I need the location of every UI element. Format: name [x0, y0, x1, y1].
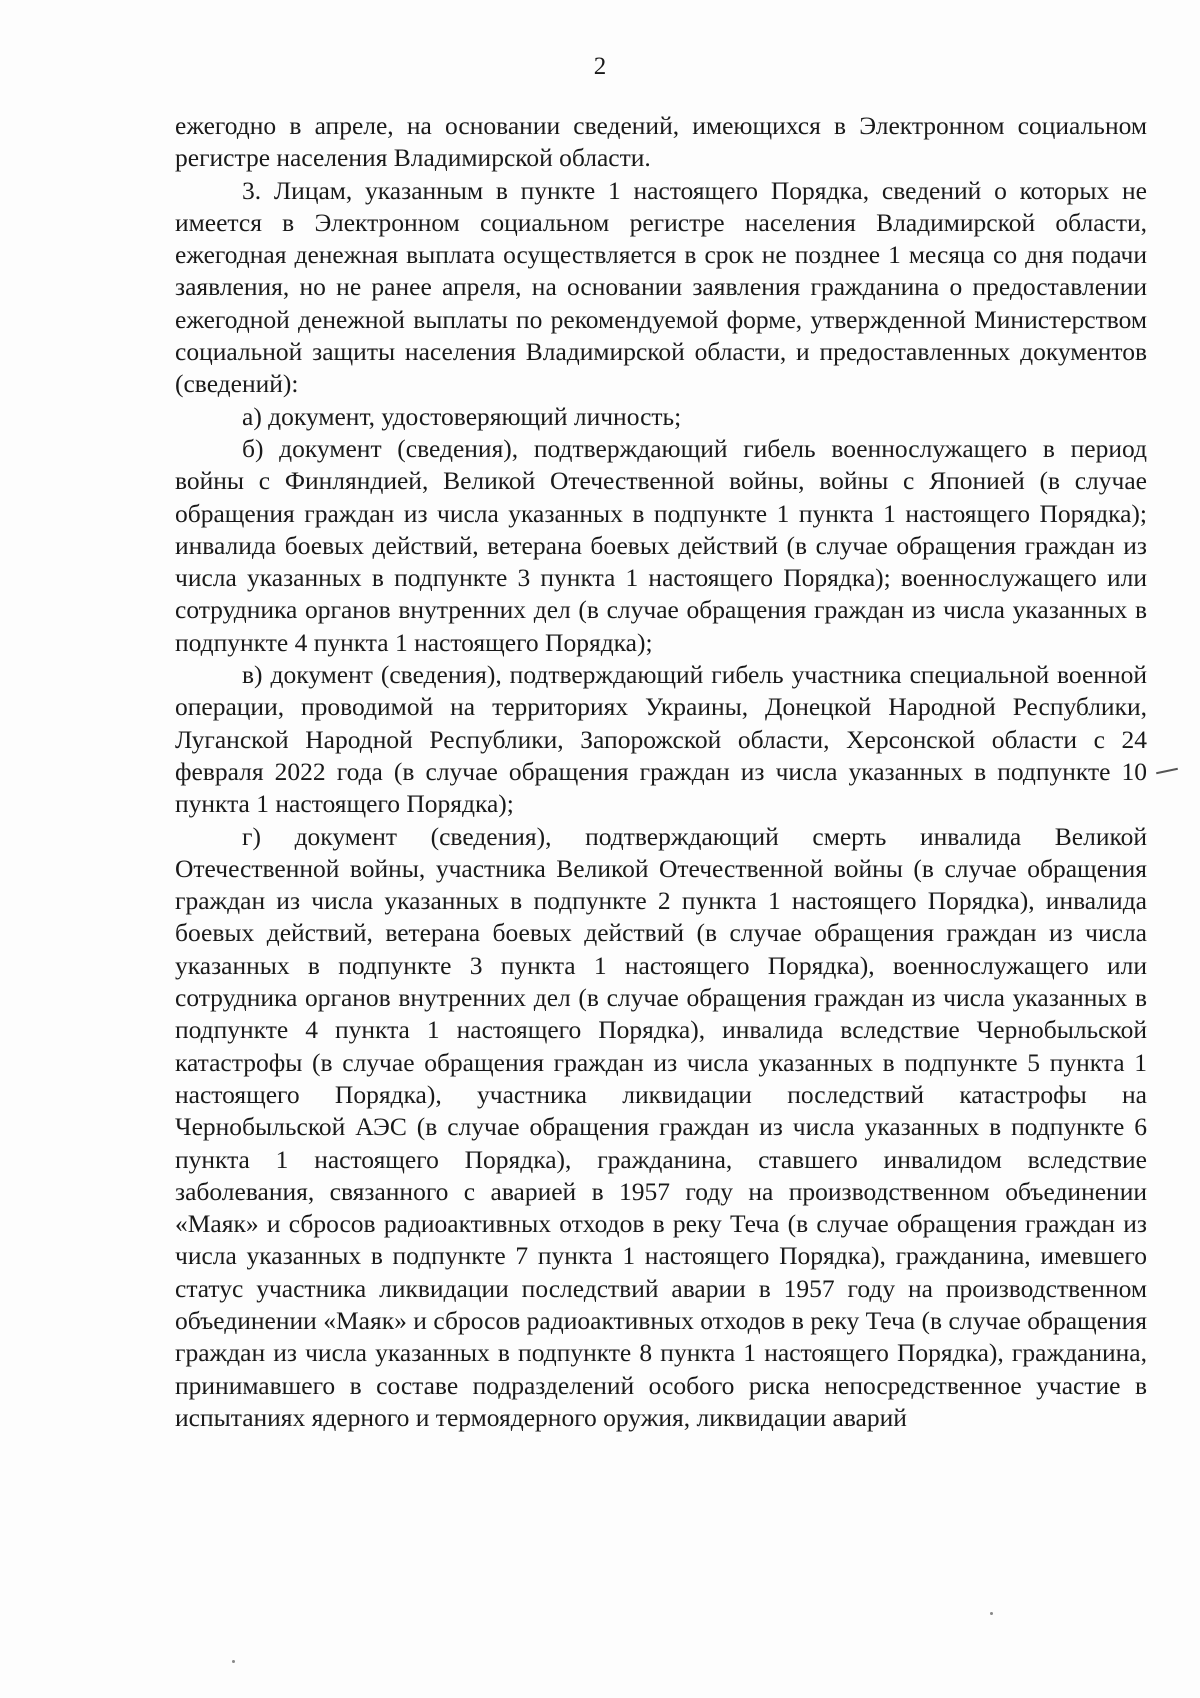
scan-dust-dot — [232, 1660, 235, 1663]
paragraph-point-3: 3. Лицам, указанным в пункте 1 настоящего Порядка, сведений о которых не имеется в Электронном социальном регистре населения Владимирской области, ежегодная денежная выплата осуществляется в срок не позднее 1 месяца со дня подачи заявления, но не ранее апреля, на основании заявления гражданина о предоставлении ежегодной денежной выплаты по рекомендуемой форме, утвержденной Министерством социальной защиты населения Владимирской области, и предоставленных документов (сведений): — [175, 175, 1147, 399]
paragraph-subpoint-b: б) документ (сведения), подтверждающий гибель военнослужащего в период войны с Финляндией, Великой Отечественной войны, войны с Японией (в случае обращения граждан из числа указанных в подпункте 1 пункта 1 настоящего Порядка); инвалида боевых действий, ветерана боевых действий (в случае обращения граждан из числа указанных в подпункте 3 пункта 1 настоящего Порядка); военнослужащего или сотрудника органов внутренних дел (в случае обращения граждан из числа указанных в подпункте 4 пункта 1 настоящего Порядка); — [175, 433, 1147, 657]
page-number: 2 — [593, 53, 607, 80]
document-body — [175, 110, 1147, 1434]
scan-dust-dot — [990, 1612, 993, 1615]
scan-pen-mark — [1156, 768, 1178, 775]
paragraph-subpoint-v: в) документ (сведения), подтверждающий гибель участника специальной военной операции, проводимой на территориях Украины, Донецкой Народной Республики, Луганской Народной Республики, Запорожской области, Херсонской области с 24 февраля 2022 года (в случае обращения граждан из числа указанных в подпункте 10 пункта 1 настоящего Порядка); — [175, 660, 1147, 819]
paragraph-continuation: ежегодно в апреле, на основании сведений, имеющихся в Электронном социальном регистре населения Владимирской области. — [175, 111, 1147, 173]
paragraph-subpoint-a: а) документ, удостоверяющий личность; — [242, 401, 682, 431]
paragraph-subpoint-g: г) документ (сведения), подтверждающий смерть инвалида Великой Отечественной войны, участника Великой Отечественной войны (в случае обращения граждан из числа указанных в подпункте 2 пункта 1 настоящего Порядка), инвалида боевых действий, ветерана боевых действий (в случае обращения граждан из числа указанных в подпункте 3 пункта 1 настоящего Порядка), военнослужащего или сотрудника органов внутренних дел (в случае обращения граждан из числа указанных в подпункте 4 пункта 1 настоящего Порядка), инвалида вследствие Чернобыльской катастрофы (в случае обращения граждан из числа указанных в подпункте 5 пункта 1 настоящего Порядка), участника ликвидации последствий катастрофы на Чернобыльской АЭС (в случае обращения граждан из числа указанных в подпункте 6 пункта 1 настоящего Порядка), гражданина, ставшего инвалидом вследствие заболевания, связанного с аварией в 1957 году на производственном объединении «Маяк» и сбросов радиоактивных отходов в реку Теча (в случае обращения граждан из числа указанных в подпункте 7 пункта 1 настоящего Порядка), гражданина, имевшего статус участника ликвидации последствий аварии в 1957 году на производственном объединении «Маяк» и сбросов радиоактивных отходов в реку Теча (в случае обращения граждан из числа указанных в подпункте 8 пункта 1 настоящего Порядка), гражданина, принимавшего в составе подразделений особого риска непосредственное участие в испытаниях ядерного и термоядерного оружия, ликвидации аварий — [175, 821, 1147, 1432]
